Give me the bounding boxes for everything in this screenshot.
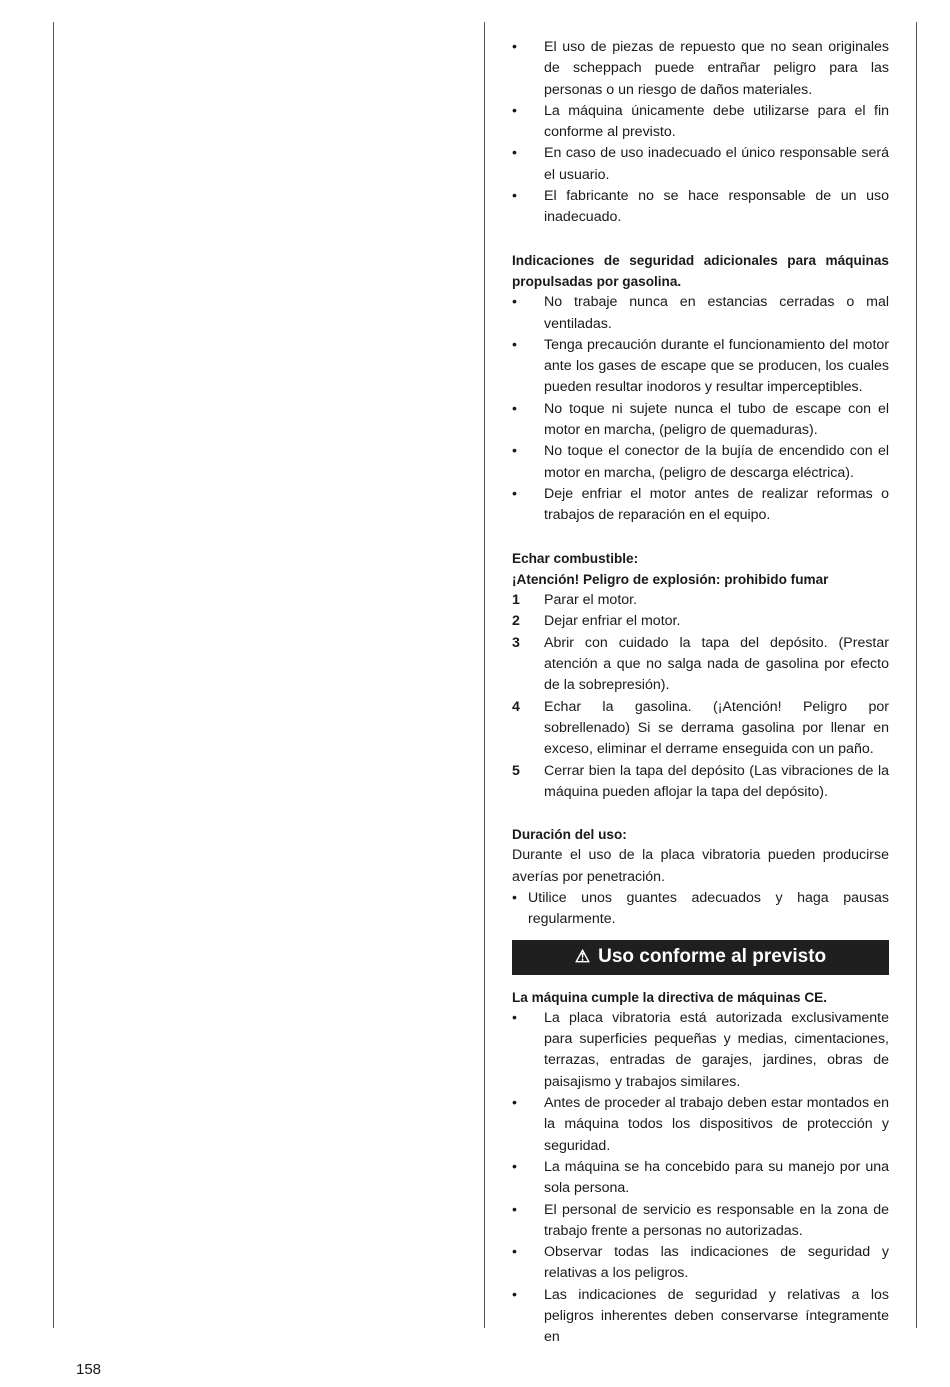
duration-text: Durante el uso de la placa vibratoria pueden producirse averías por penetración. xyxy=(512,847,889,885)
list-item: • La máquina se ha concebido para su manejo por una sola persona. xyxy=(512,1158,889,1197)
center-column-rule xyxy=(484,22,485,1328)
right-margin-rule xyxy=(916,22,917,1328)
list-item: 4 Echar la gasolina. (¡Atención! Peligro por sobrellenado) Si se derrama gasolina por llenar en exceso, eliminar el derrame enseguida con un paño. xyxy=(512,698,889,758)
page-number: 158 xyxy=(76,1361,102,1378)
section-title: Uso conforme al previsto xyxy=(598,946,827,968)
fuel-heading: Echar combustible: xyxy=(512,550,639,566)
list-item: • El personal de servicio es responsable en la zona de trabajo frente a personas no autorizadas. xyxy=(512,1201,889,1239)
list-item: 3 Abrir con cuidado la tapa del depósito. (Prestar atención a que no salga nada de gasolina por efecto de la sobrepresión). xyxy=(512,634,889,694)
right-text-column xyxy=(512,37,889,1349)
top-bullet-list xyxy=(512,37,889,229)
intended-use-bullet-list xyxy=(512,1008,889,1349)
duration-bullet-list xyxy=(512,888,889,931)
list-item: • No toque ni sujete nunca el tubo de escape con el motor en marcha, (peligro de quemaduras). xyxy=(512,400,889,439)
list-item: 2 Dejar enfriar el motor. xyxy=(512,613,681,630)
intended-use-heading: La máquina cumple la directiva de máquinas CE. xyxy=(512,989,828,1005)
list-item: • En caso de uso inadecuado el único responsable será el usuario. xyxy=(512,145,889,183)
warning-triangle-icon: ⚠ xyxy=(574,947,591,967)
fuel-warning: ¡Atención! Peligro de explosión: prohibido fumar xyxy=(512,571,829,587)
list-item: 5 Cerrar bien la tapa del depósito (Las vibraciones de la máquina pueden aflojar la tapa del depósito). xyxy=(512,762,889,800)
list-item: • Tenga precaución durante el funcionamiento del motor ante los gases de escape que se producen, los cuales pueden resultar inodoros y resultar imperceptibles. xyxy=(512,336,889,396)
list-item: 1 Parar el motor. xyxy=(512,592,638,609)
list-item: • La máquina únicamente debe utilizarse para el fin conforme al previsto. xyxy=(512,102,889,141)
list-item: • El uso de piezas de repuesto que no sean originales de scheppach puede entrañar peligro para las personas o un riesgo de daños materiales. xyxy=(512,39,889,98)
gasoline-bullet-list xyxy=(512,292,889,526)
list-item: • Utilice unos guantes adecuados y haga pausas regularmente. xyxy=(512,889,889,928)
list-item: • No toque el conector de la bujía de encendido con el motor en marcha, (peligro de descarga eléctrica). xyxy=(512,443,889,481)
gasoline-safety-heading: Indicaciones de seguridad adicionales para máquinas propulsadas por gasolina. xyxy=(512,252,889,289)
list-item: • Antes de proceder al trabajo deben estar montados en la máquina todos los dispositivos de protección y seguridad. xyxy=(512,1095,889,1154)
list-item: • Las indicaciones de seguridad y relativas a los peligros inherentes deben conservarse íntegramente en xyxy=(512,1286,889,1346)
section-title-banner xyxy=(512,940,889,975)
list-item: • No trabaje nunca en estancias cerradas o mal ventiladas. xyxy=(512,294,889,332)
list-item: • El fabricante no se hace responsable de un uso inadecuado. xyxy=(512,188,889,226)
left-margin-rule xyxy=(53,22,54,1328)
list-item: • La placa vibratoria está autorizada exclusivamente para superficies pequeñas y medias, cimentaciones, terrazas, entradas de garajes, jardines, obras de paisajismo y trabajos similares. xyxy=(512,1009,889,1090)
list-item: • Observar todas las indicaciones de seguridad y relativas a los peligros. xyxy=(512,1244,889,1282)
fuel-steps-list xyxy=(512,590,889,803)
list-item: • Deje enfriar el motor antes de realizar reformas o trabajos de reparación en el equipo. xyxy=(512,485,889,524)
duration-heading: Duración del uso: xyxy=(512,827,627,843)
